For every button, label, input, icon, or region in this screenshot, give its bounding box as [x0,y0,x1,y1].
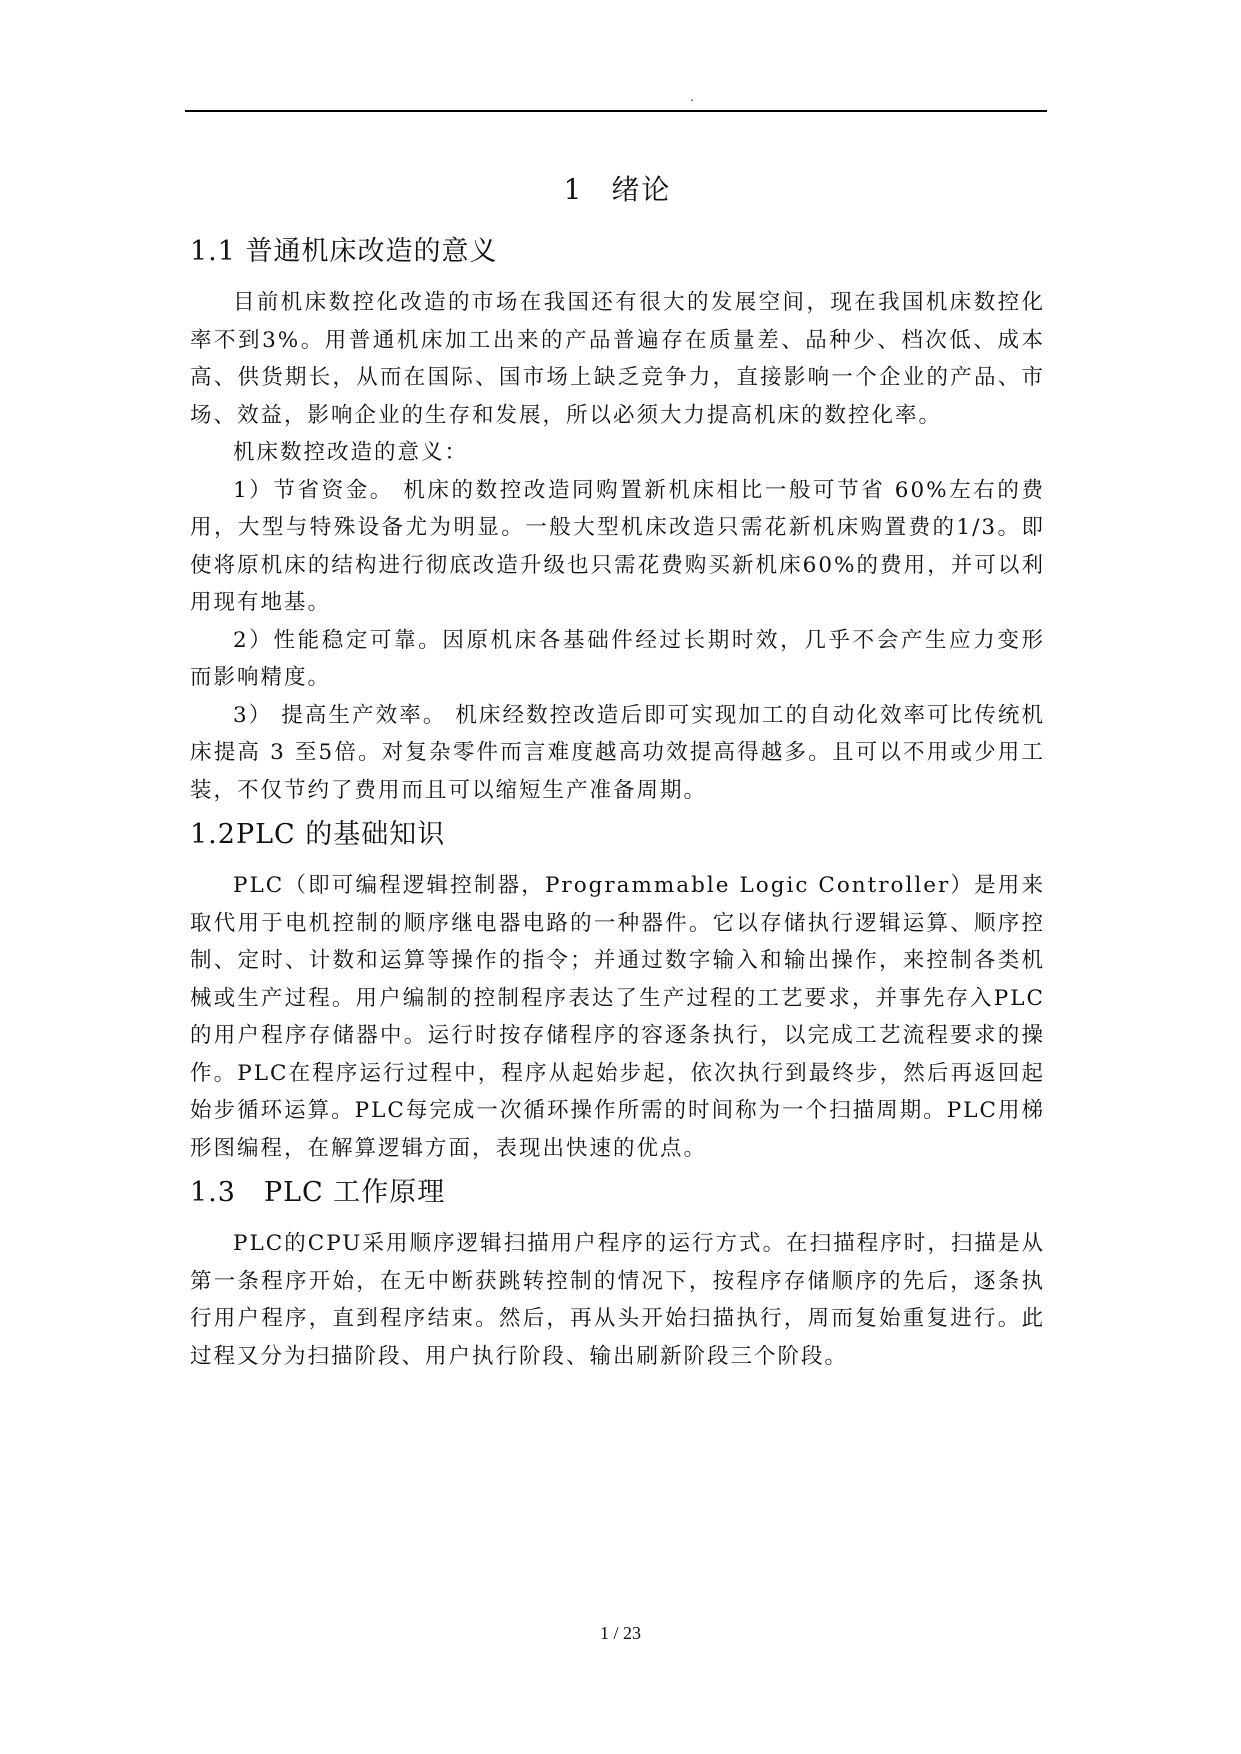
section-title-1-3: 1.3 PLC 工作原理 [190,1177,446,1208]
chapter-number: 1 [563,173,584,206]
page-body [190,170,1045,1375]
paragraph: 2）性能稳定可靠。因原机床各基础件经过长期时效，几乎不会产生应力变形而影响精度。 [190,627,1045,690]
section-title-1-1: 1.1 普通机床改造的意义 [190,236,498,267]
page-number: 1 / 23 [599,1623,641,1643]
paragraph: 机床数控改造的意义： [233,440,469,465]
paragraph: PLC的CPU采用顺序逻辑扫描用户程序的运行方式。在扫描程序时，扫描是从第一条程序开始，在无中断获跳转控制的情况下，按程序存储顺序的先后，逐条执行用户程序，直到程序结束。然后，再从头开始扫描执行，周而复始重复进行。此过程又分为扫描阶段、用户执行阶段、输出刷新阶段三个阶段。 [190,1231,1045,1369]
section-title-1-2: 1.2PLC 的基础知识 [190,819,446,850]
paragraph: 3） 提高生产效率。 机床经数控改造后即可实现加工的自动化效率可比传统机床提高 3 至5倍。对复杂零件而言难度越高功效提高得越多。且可以不用或少用工装，不仅节约了费用而且可以缩短生产准备周期。 [190,702,1045,803]
chapter-name: 绪论 [611,173,672,206]
paragraph: 目前机床数控化改造的市场在我国还有很大的发展空间，现在我国机床数控化率不到3%。用普通机床加工出来的产品普遍存在质量差、品种少、档次低、成本高、供货期长，从而在国际、国市场上缺乏竞争力，直接影响一个企业的产品、市场、效益，影响企业的生存和发展，所以必须大力提高机床的数控化率。 [190,290,1045,428]
header-rule [185,110,1047,112]
paragraph: PLC（即可编程逻辑控制器，Programmable Logic Controller）是用来取代用于电机控制的顺序继电器电路的一种器件。它以存储执行逻辑运算、顺序控制、定时、计数和运算等操作的指令；并通过数字输入和输出操作，来控制各类机械或生产过程。用户编制的控制程序表达了生产过程的工艺要求，并事先存入PLC的用户程序存储器中。运行时按存储程序的容逐条执行，以完成工艺流程要求的操作。PLC在程序运行过程中，程序从起始步起，依次执行到最终步，然后再返回起始步循环运算。PLC每完成一次循环操作所需的时间称为一个扫描周期。PLC用梯形图编程，在解算逻辑方面，表现出快速的优点。 [190,873,1045,1161]
chapter-title [190,170,1045,210]
paragraph: 1）节省资金。 机床的数控改造同购置新机床相比一般可节省 60%左右的费用，大型与特殊设备尤为明显。一般大型机床改造只需花新机床购置费的1/3。即使将原机床的结构进行彻底改造升级也只需花费购买新机床60%的费用，并可以利用现有地基。 [190,477,1045,615]
header-mark: . [690,90,694,104]
